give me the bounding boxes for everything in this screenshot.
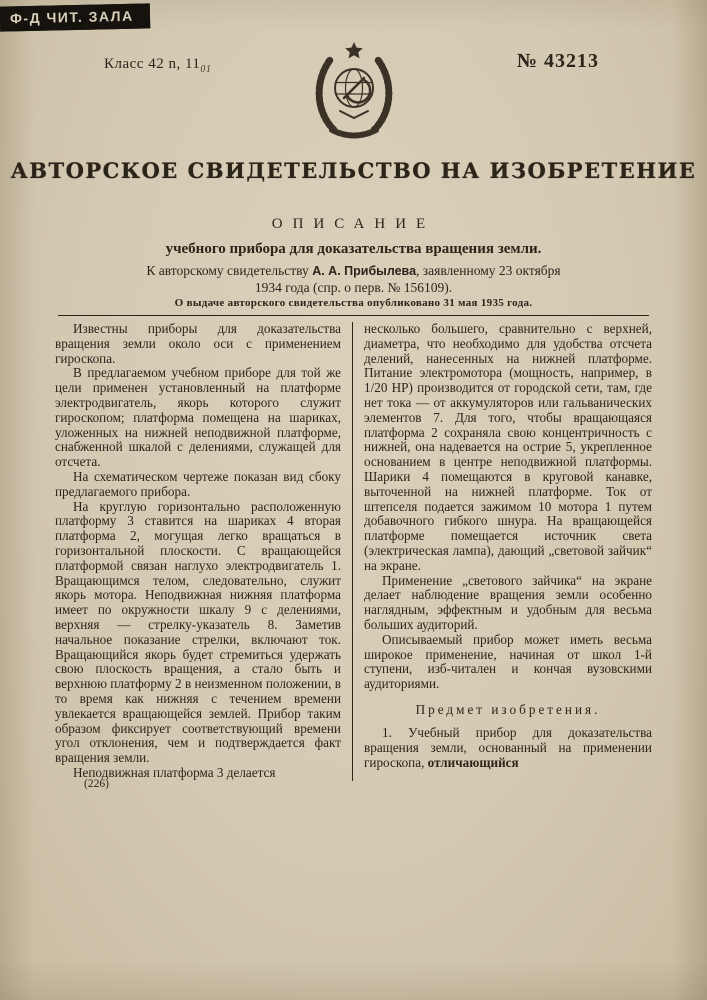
- print-reference: (226): [84, 778, 109, 790]
- description-heading: ОПИСАНИЕ: [271, 216, 436, 232]
- right-column: [353, 322, 652, 781]
- body-columns: [55, 322, 652, 781]
- paragraph: Известны приборы для доказательства вращения земли около оси с применением гироскопа.: [55, 321, 341, 366]
- document-title: АВТОРСКОЕ СВИДЕТЕЛЬСТВО НА ИЗОБРЕТЕНИЕ: [10, 158, 697, 183]
- credit-suffix: , заявленному 23 октября: [416, 263, 561, 278]
- credit-line2: 1934 года (спр. о перв. № 156109).: [254, 279, 453, 295]
- left-column: [55, 322, 353, 781]
- patent-class-line: [104, 56, 211, 75]
- paragraph: Описываемый прибор может иметь весьма широкое применение, начиная от школ 1-й ступени, изб-читален и кончая вузовскими аудиториями.: [364, 631, 652, 692]
- credit-block: [0, 263, 707, 295]
- claim-text: 1. Учебный прибор для доказательства вращения земли, основанный на применении гироскопа,: [364, 724, 652, 770]
- invention-subject: учебного прибора для доказательства вращения земли.: [165, 241, 542, 257]
- patent-number: № 43213: [516, 50, 599, 72]
- claim-paragraph: [364, 726, 652, 770]
- claims-section-heading: Предмет изобретения.: [415, 701, 601, 717]
- horizontal-rule: [58, 315, 649, 316]
- paragraph: В предлагаемом учебном приборе для той же цели применен установленный на платформе электродвигатель, якорь которого служит гироскопом; платформа помещена на шариках, уложенных на нижней неподвижной платформе, снабженной шкалой с делениями, служащей для отсчета.: [55, 365, 341, 470]
- paragraph: несколько большего, сравнительно с верхней, диаметра, что необходимо для удобства отсчета делений, нанесенных на нижней платформе. Питание электромотора (мощность, например, в 1/20 HP) производится от городской сети, там, где нет тока — от аккумуляторов или гальванических элементов 7. Для того, чтобы вращающаяся платформа 2 сохраняла свою концентричность с нижней, она надевается на острие 5, укрепленное основанием в центре неподвижной платформы. Шарики 4 помещаются в круговой канавке, выточенной на нижней платформе. Ток от штепселя подается зажимом 10 мотора 1 путем добавочного гибкого шнура. На вращающейся платформе помещается источник света (электрическая лампа), дающий „световой зайчик“ на экране.: [364, 321, 652, 573]
- library-stamp: Ф-Д ЧИТ. ЗАЛА: [0, 3, 150, 31]
- paragraph: Применение „светового зайчика“ на экране делает наблюдение вращения земли особенно наглядным, эффектным и удобным для весьма больших аудиторий.: [364, 572, 652, 632]
- paragraph: На круглую горизонтально расположенную платформу 3 ставится на шариках 4 вторая платформа 2, могущая легко вращаться в горизонтальной плоскости. С вращающейся платформой связан наглухо электродвигатель 1. Вращающимся телом, следовательно, служит якорь мотора. Неподвижная нижняя платформа имеет по окружности шкалу 9 с делениями, верхняя — стрелку-указатель 8. Заметив начальное показание стрелки, включают ток. Вращающийся якорь будет стремиться удержать свою плоскость вращения, а стало быть и верхнюю платформу 2 в неизменном положении, в то время как нижняя с течением времени увлекается вращающейся землей. Прибор таким образом фиксирует соответствующий времени угол отклонения, чем и подтверждается факт вращения земли.: [55, 498, 341, 766]
- credit-prefix: К авторскому свидетельству: [146, 263, 313, 278]
- patent-class-annotation: 01: [200, 64, 212, 75]
- claim-emphasis: отличающийся: [427, 754, 519, 770]
- inventor-name: А. А. Прибылева: [312, 264, 417, 278]
- soviet-emblem-icon: [306, 38, 402, 149]
- paragraph: На схематическом чертеже показан вид сбоку предлагаемого прибора.: [55, 468, 341, 499]
- patent-class-label: Класс 42 n, 11: [104, 56, 201, 72]
- paragraph: Неподвижная платформа 3 делается: [73, 764, 276, 780]
- publication-line: О выдаче авторского свидетельства опубликовано 31 мая 1935 года.: [174, 297, 533, 309]
